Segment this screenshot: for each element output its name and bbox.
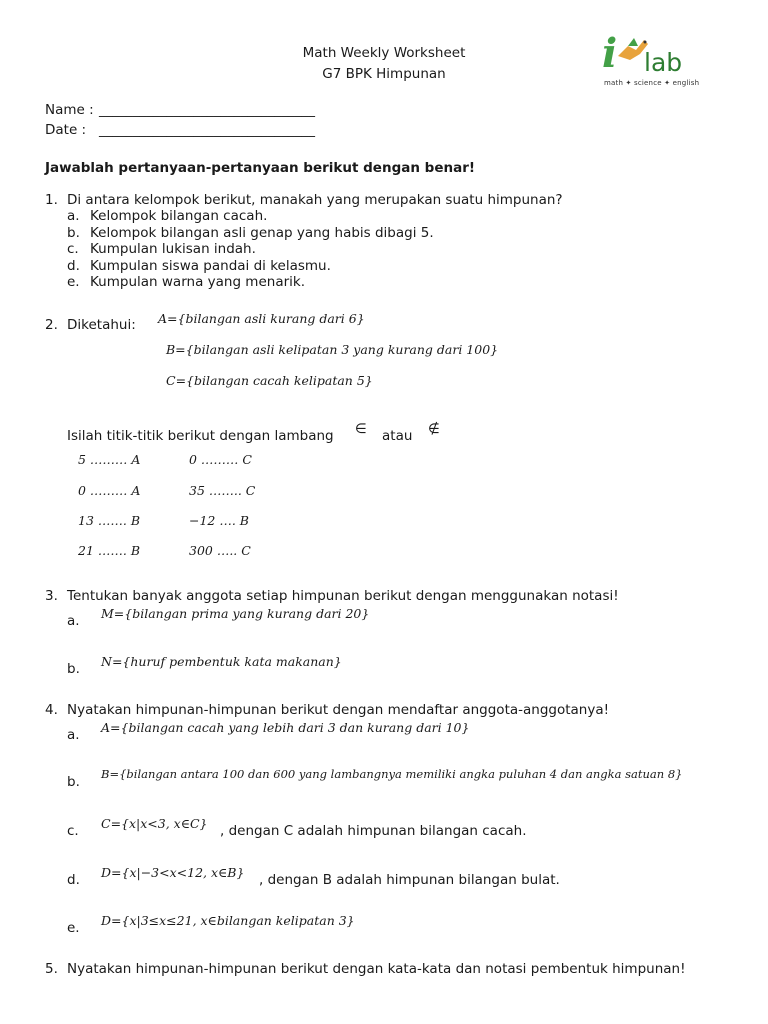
q2-item: 0 ……… C — [189, 452, 252, 467]
q2-atau: atau — [382, 428, 413, 444]
q3-number: 3. — [45, 588, 58, 604]
element-of-symbol: ∈ — [355, 421, 367, 437]
q3-a-expression: M={bilangan prima yang kurang dari 20} — [101, 606, 370, 621]
q1-option-letter: a. — [67, 208, 80, 224]
q2-item: 13 ……. B — [78, 513, 141, 528]
q2-set-c: C={bilangan cacah kelipatan 5} — [166, 373, 373, 388]
q2-item: 5 ……… A — [78, 452, 141, 467]
q2-number: 2. — [45, 317, 58, 333]
instruction-heading: Jawablah pertanyaan-pertanyaan berikut dengan benar! — [45, 160, 476, 176]
q1-option-letter: c. — [67, 241, 79, 257]
q4-a-letter: a. — [67, 727, 80, 743]
q3-a-letter: a. — [67, 613, 80, 629]
logo-tagline: math ✦ science ✦ english — [604, 79, 700, 87]
logo-mark: i — [602, 30, 618, 77]
q4-c-expression: C={x|x<3, x∈C} — [101, 816, 208, 831]
q4-number: 4. — [45, 702, 58, 718]
not-element-of-symbol: ∉ — [428, 421, 440, 437]
q2-item: −12 …. B — [189, 513, 249, 528]
q1-option-text: Kelompok bilangan asli genap yang habis dibagi 5. — [90, 225, 434, 241]
q2-item: 21 ……. B — [78, 543, 141, 558]
q1-option-text: Kumpulan siswa pandai di kelasmu. — [90, 258, 331, 274]
q4-b-letter: b. — [67, 774, 80, 790]
q3-b-expression: N={huruf pembentuk kata makanan} — [101, 654, 342, 669]
q4-d-letter: d. — [67, 872, 80, 888]
logo-text: lab — [644, 48, 683, 77]
q4-a-expression: A={bilangan cacah yang lebih dari 3 dan kurang dari 10} — [101, 720, 470, 735]
worksheet-subtitle: G7 BPK Himpunan — [322, 66, 446, 82]
q1-option-text: Kumpulan warna yang menarik. — [90, 274, 306, 290]
q2-item: 300 ….. C — [189, 543, 251, 558]
q5-number: 5. — [45, 961, 58, 977]
q4-d-note: , dengan B adalah himpunan bilangan bulat. — [259, 872, 560, 888]
q4-e-letter: e. — [67, 920, 80, 936]
q5-text: Nyatakan himpunan-himpunan berikut dengan kata-kata dan notasi pembentuk himpunan! — [67, 961, 686, 977]
q1-option-letter: d. — [67, 258, 80, 274]
q4-text: Nyatakan himpunan-himpunan berikut dengan mendaftar anggota-anggotanya! — [67, 702, 610, 718]
name-field-line[interactable]: ________________________________ — [99, 102, 315, 118]
q2-label: Diketahui: — [67, 317, 136, 333]
q2-set-a: A={bilangan asli kurang dari 6} — [158, 311, 365, 326]
q2-set-b: B={bilangan asli kelipatan 3 yang kurang dari 100} — [166, 342, 499, 357]
date-field-line[interactable]: ________________________________ — [99, 122, 315, 138]
q4-c-note: , dengan C adalah himpunan bilangan cacah. — [220, 823, 527, 839]
q4-c-letter: c. — [67, 823, 79, 839]
q4-e-expression: D={x|3≤x≤21, x∈bilangan kelipatan 3} — [101, 913, 355, 928]
q4-d-expression: D={x|−3<x<12, x∈B} — [101, 865, 245, 880]
worksheet-title: Math Weekly Worksheet — [302, 45, 466, 61]
name-label: Name : — [45, 102, 94, 118]
q1-option-letter: e. — [67, 274, 80, 290]
q2-item: 35 …….. C — [189, 483, 256, 498]
q2-item: 0 ……… A — [78, 483, 141, 498]
q3-text: Tentukan banyak anggota setiap himpunan berikut dengan menggunakan notasi! — [67, 588, 619, 604]
q1-number: 1. — [45, 192, 58, 208]
q3-b-letter: b. — [67, 661, 80, 677]
date-label: Date : — [45, 122, 87, 138]
q1-option-letter: b. — [67, 225, 80, 241]
q1-option-text: Kelompok bilangan cacah. — [90, 208, 268, 224]
q2-fill-instruction: Isilah titik-titik berikut dengan lambang — [67, 428, 334, 444]
q1-text: Di antara kelompok berikut, manakah yang merupakan suatu himpunan? — [67, 192, 563, 208]
q1-option-text: Kumpulan lukisan indah. — [90, 241, 256, 257]
q4-b-expression: B={bilangan antara 100 dan 600 yang lambangnya memiliki angka puluhan 4 dan angka satuan 8} — [101, 767, 683, 781]
ilab-logo — [600, 30, 710, 90]
